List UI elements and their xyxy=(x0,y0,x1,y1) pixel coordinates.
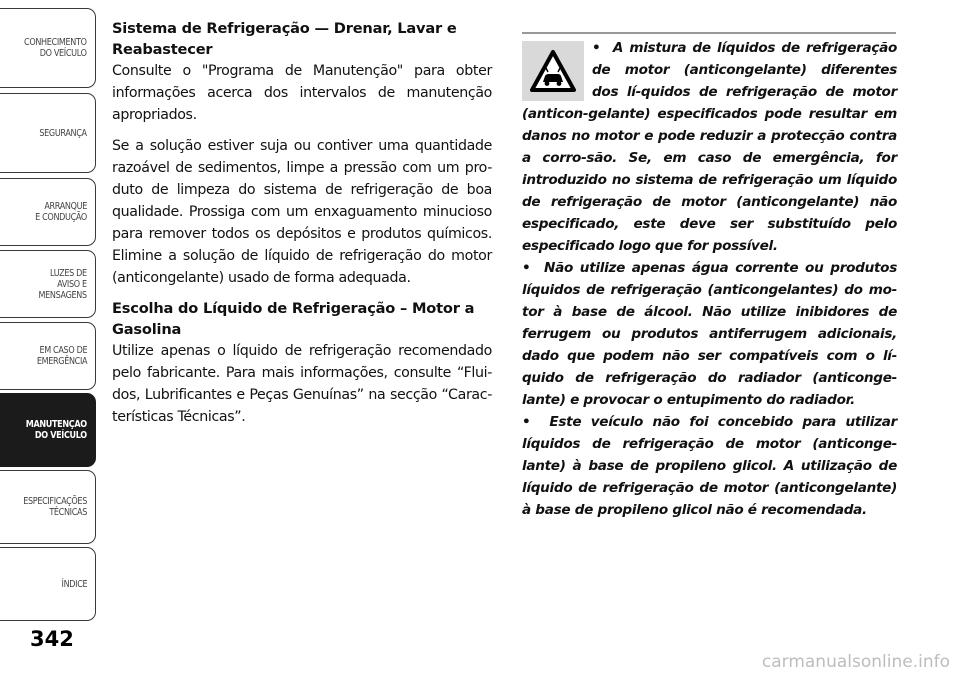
tab-label-line: CONHECIMENTO xyxy=(24,37,87,48)
tab-label-line: EM CASO DE xyxy=(39,345,87,356)
tab-label-line: DO VEÍCULO xyxy=(35,430,87,441)
tab-label xyxy=(37,323,87,389)
tab-label-line: AVISO E xyxy=(57,278,87,290)
bullet-point: • xyxy=(522,260,531,276)
heading-cooling-system: Sistema de Refrigeração — Drenar, Lavar e Reabastecer xyxy=(112,20,457,58)
tab-label-line: MENSAGENS xyxy=(38,289,87,301)
tab-label-line: TÉCNICAS xyxy=(49,507,87,518)
warning-bullet-1: • A mistura de líquidos de refrigeração de motor (anticongelante) diferentes dos lí-quidos de refrigeração de motor (anticon-gelante) especificados pode resultar em danos no motor e pode reduzir a protecção contra a corro-são. Se, em caso de emergência, for introduzido no sistema de refrigeração um líquido de refrigeração de motor (anticongelante) não especificado, este deve ser substituído pelo especificado logo que for possível. xyxy=(522,40,897,254)
page-number: 342 xyxy=(30,627,74,651)
car-warning-triangle-icon xyxy=(522,41,584,101)
left-column xyxy=(112,18,492,428)
paragraph-cleaning: Se a solução estiver suja ou contiver uma quantidade razoável de sedimentos, limpe a pressão com um pro-duto de limpeza do sistema de refrigeração de boa qualidade. Prossiga com um enxaguamento minucioso para remover todos os depósitos e produtos químicos. Elimine a solução de líquido de refrigeração do motor (anticongelante) usado de forma adequada. xyxy=(112,138,492,286)
tab-label xyxy=(26,394,87,466)
tab-luzes-de-aviso-e-mensagens[interactable] xyxy=(0,250,96,318)
tab-label-line: DO VEÍCULO xyxy=(40,48,87,59)
bullet-point: • xyxy=(592,40,601,56)
tab-label-line: E CONDUÇÃO xyxy=(35,212,87,223)
tab-manutenção-do-veículo[interactable] xyxy=(0,393,96,467)
tab-label xyxy=(35,179,87,245)
tab-label-line: EMERGÊNCIA xyxy=(36,356,87,367)
warning-column xyxy=(522,37,897,521)
tab-em-caso-de-emergência[interactable] xyxy=(0,322,96,390)
warning-bullet-2: • Não utilize apenas água corrente ou produtos líquidos de refrigeração (anticongelantes) do mo-tor à base de álcool. Não utilize inibidores de ferrugem ou produtos antiferrugem adicionais, dado que podem não ser compatíveis com o lí-quido de refrigeração do radiador (anticonge-lante) e provocar o entupimento do radiador. xyxy=(522,260,897,408)
section-tabs xyxy=(0,0,100,660)
warning-bullet-3: • Este veículo não foi concebido para utilizar líquidos de refrigeração de motor (anticonge-lante) à base de propileno glicol. A utilização de líquido de refrigeração de motor (anticongelante) à base de propileno glicol não é recomendada. xyxy=(522,414,897,518)
tab-arranque-e-condução[interactable] xyxy=(0,178,96,246)
watermark: carmanualsonline.info xyxy=(761,652,950,672)
tab-label xyxy=(24,9,87,87)
tab-segurança[interactable] xyxy=(0,93,96,173)
tab-label-line: ARRANQUE xyxy=(44,201,87,212)
tab-label xyxy=(61,548,87,620)
tab-label-line: ÍNDICE xyxy=(61,578,87,590)
paragraph-maintenance-schedule: Consulte o "Programa de Manutenção" para obter informações acerca dos intervalos de manutenção apropriados. xyxy=(112,63,492,123)
tab-label xyxy=(39,251,87,317)
tab-label-line: SEGURANÇA xyxy=(39,127,87,139)
tab-especificações-técnicas[interactable] xyxy=(0,470,96,544)
bullet-point: • xyxy=(522,414,531,430)
tab-conhecimento-do-veículo[interactable] xyxy=(0,8,96,88)
tab-índice[interactable] xyxy=(0,547,96,621)
tab-label-line: LUZES DE xyxy=(50,267,87,279)
tab-label xyxy=(40,94,87,172)
tab-label xyxy=(23,471,87,543)
tab-label-line: MANUTENÇÃO xyxy=(25,419,87,430)
tab-label-line: ESPECIFICAÇÕES xyxy=(23,496,87,507)
heading-coolant-choice: Escolha do Líquido de Refrigeração – Motor a Gasolina xyxy=(112,300,475,338)
paragraph-recommended-coolant: Utilize apenas o líquido de refrigeração recomendado pelo fabricante. Para mais informações, consulte “Flui-dos, Lubrificantes e Peças Genuínas” na secção “Carac-terísticas Técnicas”. xyxy=(112,343,492,425)
warning-top-rule xyxy=(522,32,896,34)
